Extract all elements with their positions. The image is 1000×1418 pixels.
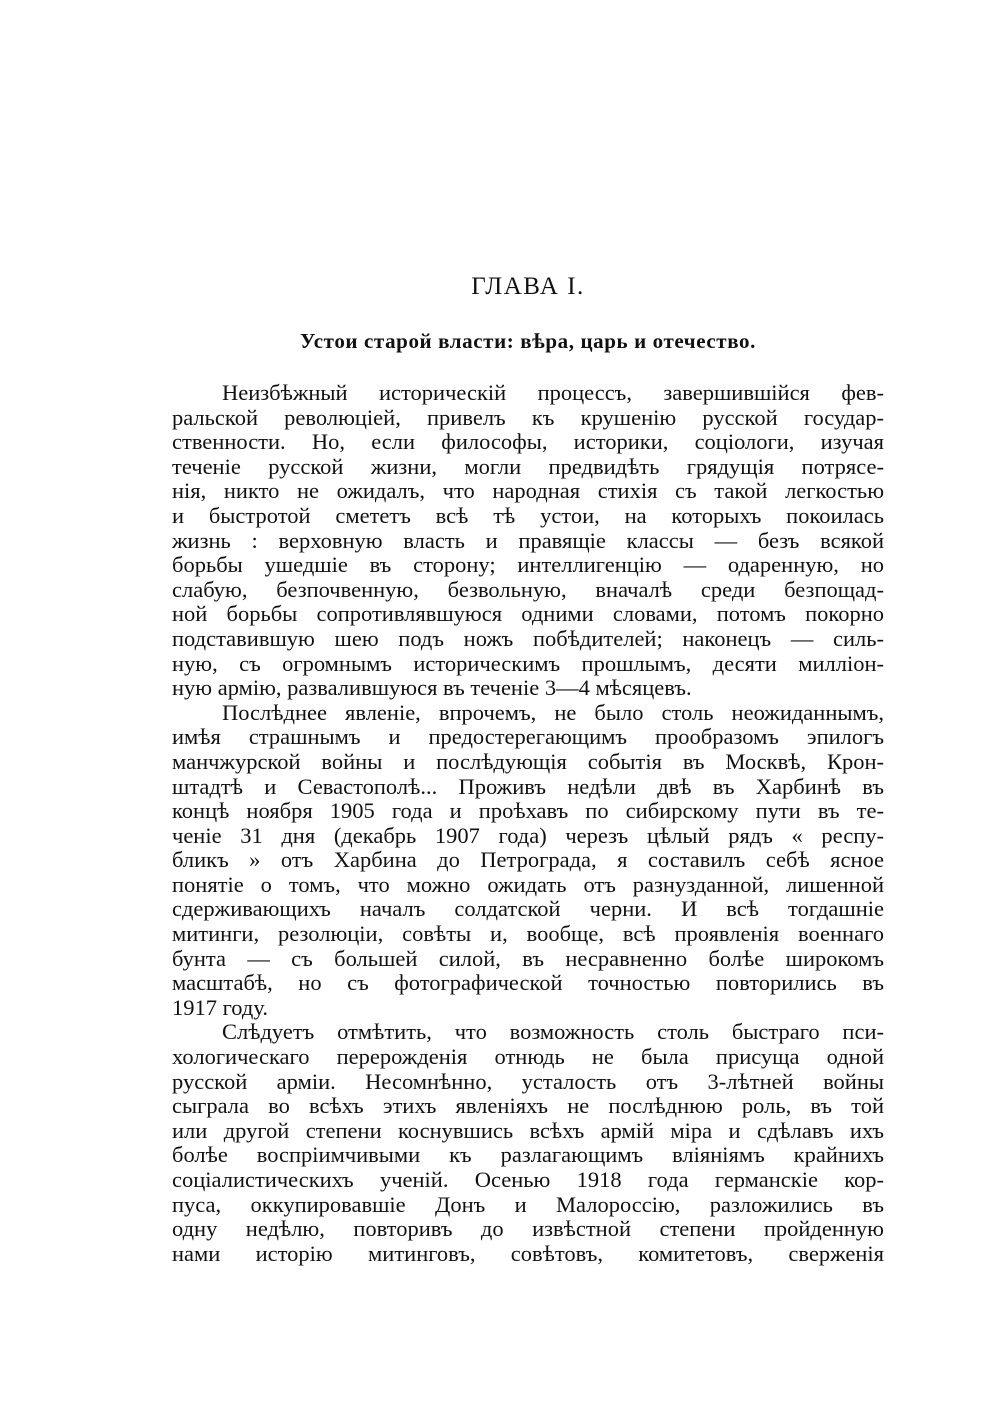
text-line: Послѣднее явленіе, впрочемъ, не было столь неожиданнымъ, [222,700,884,725]
text-line: подставившую шею подъ ножъ побѣдителей; наконецъ — силь- [172,626,884,651]
chapter-title: ГЛАВА I. [471,273,585,300]
body-text [172,381,884,1266]
text-line: или другой степени коснувшись всѣхъ армій міра и сдѣлавъ ихъ [172,1118,884,1143]
text-line: концѣ ноября 1905 года и проѣхавъ по сибирскому пути въ те- [172,799,884,824]
text-line: жизнь : верховную власть и правящіе классы — безъ всякой [172,528,884,553]
text-line: ную армію, развалившуюся въ теченіе 3—4 мѣсяцевъ. [172,676,692,701]
text-line: нія, никто не ожидалъ, что народная стихія съ такой легкостью [172,479,884,504]
text-line: 1917 году. [172,995,268,1020]
text-line: Неизбѣжный историческій процессъ, завершившійся фев- [222,381,884,405]
text-line: Слѣдуетъ отмѣтить, что возможность столь быстраго пси- [222,1020,884,1045]
text-line: русской арміи. Несомнѣнно, усталость отъ 3-лѣтней войны [172,1069,884,1094]
text-line: борьбы ушедшіе въ сторону; интеллигенцію — одаренную, но [172,553,884,578]
text-line: и быстротой смететъ всѣ тѣ устои, на которыхъ покоилась [172,503,884,528]
text-line: хологическаго перерожденія отнюдь не была присуща одной [172,1045,884,1070]
chapter-subtitle: Устои старой власти: вѣра, царь и отечество. [300,329,756,353]
text-line: болѣе воспріимчивыми къ разлагающимъ вліяніямъ крайнихъ [172,1143,884,1168]
text-line: ной борьбы сопротивлявшуюся одними словами, потомъ покорно [172,602,884,627]
text-line: слабую, безпочвенную, безвольную, вначалѣ среди безпощад- [172,577,884,602]
text-line: бликъ » отъ Харбина до Петрограда, я составилъ себѣ ясное [172,848,884,873]
text-line: понятіе о томъ, что можно ожидать отъ разнузданной, лишенной [172,872,884,897]
text-line: сыграла во всѣхъ этихъ явленіяхъ не послѣднюю роль, въ той [172,1094,884,1119]
text-line: ченіе 31 дня (декабрь 1907 года) черезъ цѣлый рядъ « респу- [172,823,884,848]
text-line: масштабѣ, но съ фотографической точностью повторились въ [172,971,884,996]
book-page [172,0,884,1418]
text-line: манчжурской войны и послѣдующія событія въ Москвѣ, Крон- [172,749,884,774]
text-line: бунта — съ большей силой, въ несравненно болѣе широкомъ [172,946,884,971]
text-line: имѣя страшнымъ и предостерегающимъ прообразомъ эпилогъ [172,725,884,750]
text-line: теченіе русской жизни, могли предвидѣть грядущія потрясе- [172,454,884,479]
text-line: ную, съ огромнымъ историческимъ прошлымъ, десяти милліон- [172,651,884,676]
text-line: ральской революціей, привелъ къ крушенію русской государ- [172,405,884,430]
text-line: сдерживающихъ началъ солдатской черни. И всѣ тогдашніе [172,897,884,922]
text-line: нами исторію митинговъ, совѣтовъ, комитетовъ, сверженія [172,1241,884,1266]
text-line: соціалистическихъ ученій. Осенью 1918 года германскіе кор- [172,1168,884,1192]
text-line: штадтѣ и Севастополѣ... Проживъ недѣли двѣ въ Харбинѣ въ [172,774,884,799]
text-line: одну недѣлю, повторивъ до извѣстной степени пройденную [172,1217,884,1242]
text-line: ственности. Но, если философы, историки, соціологи, изучая [172,430,884,455]
text-line: пуса, оккупировавшіе Донъ и Малороссію, разложились въ [172,1192,884,1217]
text-line: митинги, резолюціи, совѣты и, вообще, всѣ проявленія военнаго [172,922,884,947]
